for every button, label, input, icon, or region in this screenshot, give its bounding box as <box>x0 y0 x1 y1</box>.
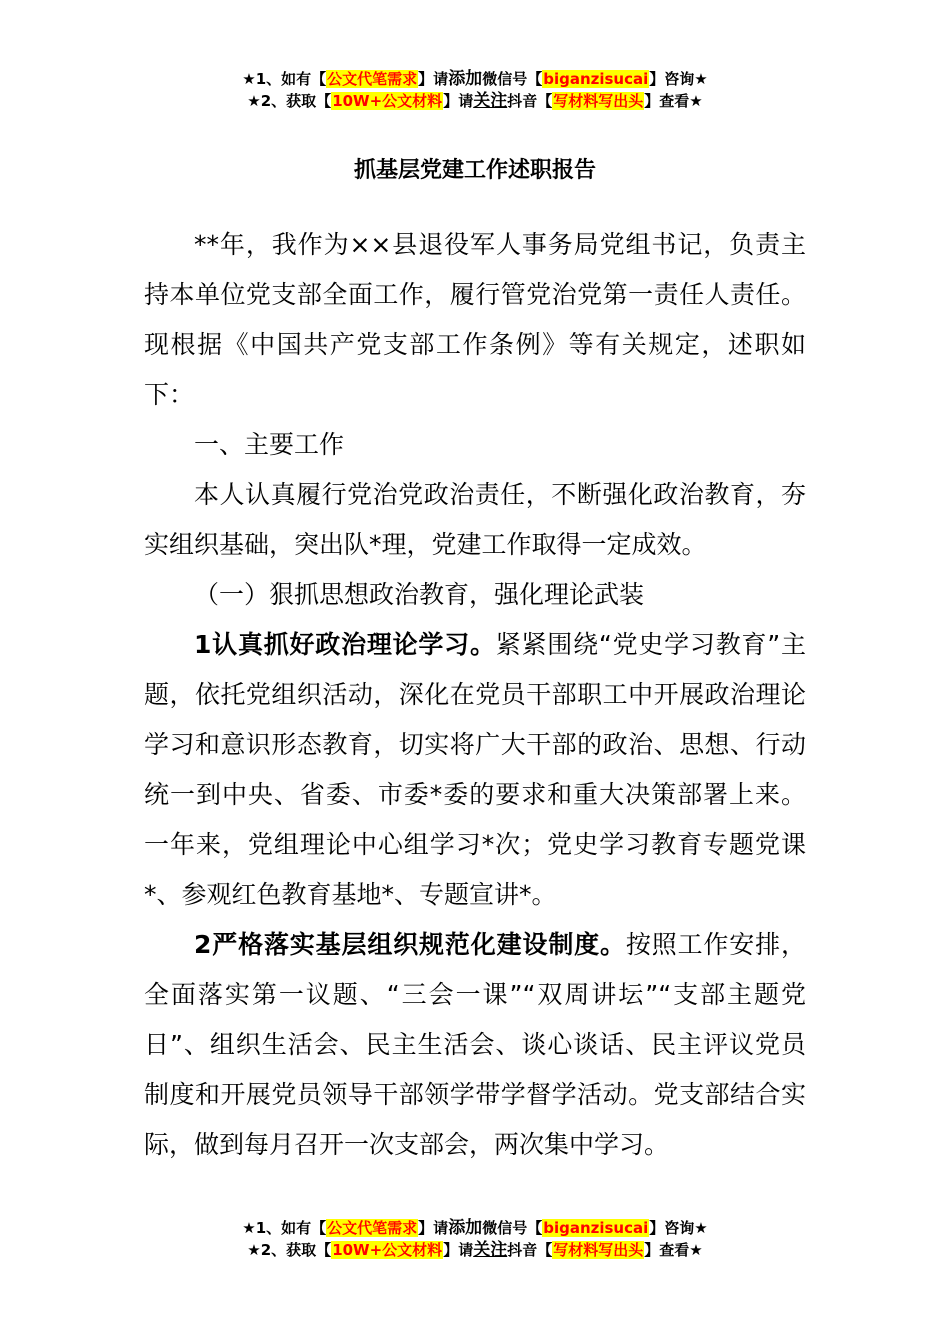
promo-text: 】咨询★ <box>649 70 708 88</box>
subsection-heading: （一）狠抓思想政治教育，强化理论武装 <box>194 580 645 609</box>
promo-highlight: 公文代笔需求 <box>327 1219 418 1237</box>
promo-text: ★1、如有【 <box>242 1219 327 1237</box>
promo-wechat-id: biganzisucai <box>543 70 649 88</box>
promo-banner-top <box>0 68 950 112</box>
promo-emphasis: 关注 <box>473 91 508 111</box>
section-intro-paragraph: 本人认真履行党治党政治责任，不断强化政治教育，夯实组织基础，突出队*理，党建工作取得一定成效。 <box>144 480 806 559</box>
promo-emphasis: 添加 <box>448 1218 483 1238</box>
promo-line-2 <box>0 90 950 112</box>
promo-text: 】请 <box>418 70 449 88</box>
promo-line-1 <box>0 68 950 90</box>
promo-line-1 <box>0 1217 950 1239</box>
item-lead-2: 2严格落实基层组织规范化建设制度。 <box>194 930 626 959</box>
promo-text: 】请 <box>418 1219 449 1237</box>
promo-text: 】查看★ <box>644 92 703 110</box>
promo-text: ★2、获取【 <box>247 92 332 110</box>
promo-text: 】请 <box>443 1241 474 1259</box>
promo-text: 】咨询★ <box>649 1219 708 1237</box>
item-body-1: 紧紧围绕“党史学习教育”主题，依托党组织活动，深化在党员干部职工中开展政治理论学习和意识形态教育，切实将广大干部的政治、思想、行动统一到中央、省委、市委*委的要求和重大决策部署上来。一年来，党组理论中心组学习*次；党史学习教育专题党课*、参观红色教育基地*、专题宣讲*。 <box>144 630 806 909</box>
intro-paragraph: **年，我作为××县退役军人事务局党组书记，负责主持本单位党支部全面工作，履行管党治党第一责任人责任。现根据《中国共产党支部工作条例》等有关规定，述职如下： <box>144 230 806 409</box>
document-body <box>144 220 806 1170</box>
promo-text: 微信号【 <box>482 70 543 88</box>
promo-text: 微信号【 <box>482 1219 543 1237</box>
promo-douyin-id: 写材料写出头 <box>553 92 644 110</box>
promo-wechat-id: biganzisucai <box>543 1219 649 1237</box>
document-title: 抓基层党建工作述职报告 <box>353 158 596 183</box>
promo-text: ★1、如有【 <box>242 70 327 88</box>
promo-text: 】查看★ <box>644 1241 703 1259</box>
item-lead-1: 1认真抓好政治理论学习。 <box>194 630 496 659</box>
promo-text: 抖音【 <box>507 1241 553 1259</box>
section-heading: 一、主要工作 <box>194 430 345 459</box>
promo-emphasis: 添加 <box>448 69 483 89</box>
promo-text: ★2、获取【 <box>247 1241 332 1259</box>
promo-text: 抖音【 <box>507 92 553 110</box>
item-body-2: 按照工作安排，全面落实第一议题、“三会一课”“双周讲坛”“支部主题党日”、组织生活会、民主生活会、谈心谈话、民主评议党员制度和开展党员领导干部领学带学督学活动。党支部结合实际，做到每月召开一次支部会，两次集中学习。 <box>144 930 806 1159</box>
promo-highlight: 公文代笔需求 <box>327 70 418 88</box>
promo-text: 】请 <box>443 92 474 110</box>
item-paragraph-1 <box>144 620 806 920</box>
promo-banner-bottom <box>0 1217 950 1261</box>
promo-highlight: 10W+公文材料 <box>332 92 443 110</box>
promo-douyin-id: 写材料写出头 <box>553 1241 644 1259</box>
item-paragraph-2 <box>144 920 806 1170</box>
promo-line-2 <box>0 1239 950 1261</box>
promo-emphasis: 关注 <box>473 1240 508 1260</box>
promo-highlight: 10W+公文材料 <box>332 1241 443 1259</box>
